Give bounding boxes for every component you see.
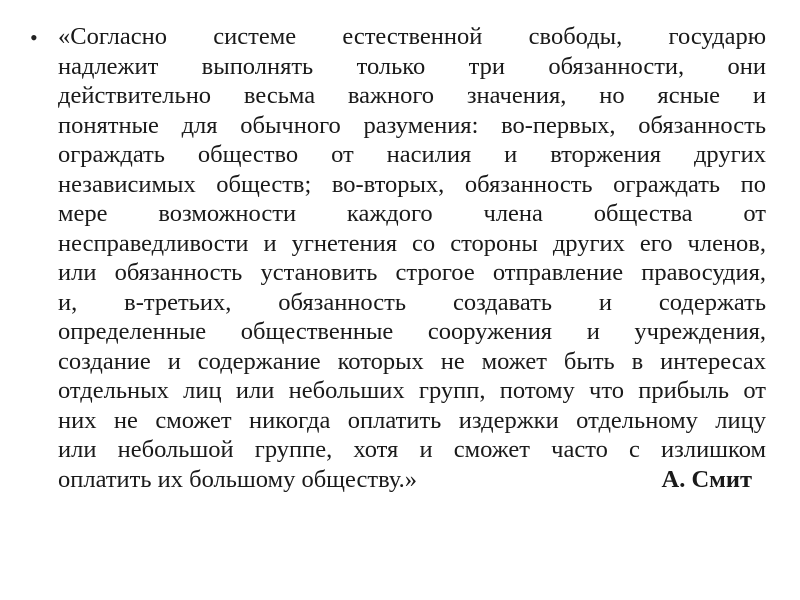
quote-line: отдельных лиц или небольших групп, потому что прибыль от	[58, 377, 766, 404]
bullet-marker: •	[30, 25, 38, 50]
quote-text	[58, 22, 766, 494]
quote-line: надлежит выполнять только три обязанности, они	[58, 52, 766, 80]
quote-line: или небольшой группе, хотя и сможет часто с излишком	[58, 436, 766, 463]
quote-line: действительно весьма важного значения, но ясные и	[58, 82, 766, 109]
quote-author: А. Смит	[661, 465, 752, 493]
quote-line: определенные общественные сооружения и учреждения,	[58, 318, 766, 345]
quote-line: или обязанность установить строгое отправление правосудия,	[58, 259, 766, 286]
quote-line: ограждать общество от насилия и вторжения других	[58, 141, 766, 168]
quote-line: них не сможет никогда оплатить издержки отдельному лицу	[58, 406, 766, 434]
quote-line: «Согласно системе естественной свободы, государю	[58, 23, 766, 50]
quote-line: создание и содержание которых не может быть в интересах	[58, 347, 766, 375]
quote-line: независимых обществ; во-вторых, обязанность ограждать по	[58, 170, 766, 198]
quote-line: и, в-третьих, обязанность создавать и содержать	[58, 288, 766, 316]
quote-closing-text: оплатить их большому обществу.»	[58, 465, 418, 493]
quote-line: мере возможности каждого члена общества от	[58, 200, 766, 227]
quote-last-line	[58, 465, 766, 495]
quote-line: понятные для обычного разумения: во-первых, обязанность	[58, 111, 766, 139]
quote-line: несправедливости и угнетения со стороны других его членов,	[58, 229, 766, 257]
